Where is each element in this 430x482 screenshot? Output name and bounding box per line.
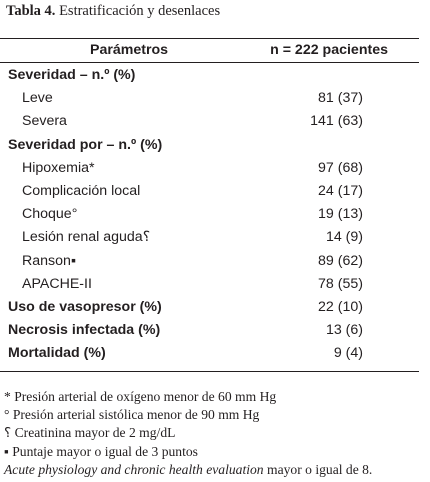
row-label: Severidad – n.º (%) [8, 67, 136, 83]
table-section-row [0, 342, 419, 365]
footnote-hypoxemia: * Presión arterial de oxígeno menor de 60 mm Hg [4, 389, 277, 404]
row-label: Choque° [22, 206, 78, 223]
table-row [0, 110, 419, 133]
row-label: Severidad por – n.º (%) [8, 136, 163, 153]
table-row [0, 87, 419, 110]
row-label: Ranson▪ [22, 252, 76, 269]
table-row [0, 157, 419, 180]
row-value: 13 (6) [325, 322, 363, 339]
bottom-rule [0, 371, 419, 372]
row-label: Hipoxemia* [22, 159, 95, 176]
footnote-apache [4, 461, 372, 479]
table-section-row [0, 296, 419, 319]
footnote-shock: ° Presión arterial sistólica menor de 90 mm Hg [4, 407, 260, 423]
footnote-apache-term: Acute physiology and chronic health evaluation [4, 461, 264, 477]
table-row [0, 203, 419, 226]
table-row [0, 226, 419, 249]
table-row [0, 273, 419, 296]
row-value: 14 (9) [325, 229, 363, 246]
row-label: Necrosis infectada (%) [8, 322, 161, 339]
footnote-renal: ⸮ Creatinina mayor de 2 mg/dL [4, 425, 176, 441]
table-title [6, 2, 220, 20]
table-row [0, 250, 419, 273]
row-value: 9 (4) [333, 345, 363, 362]
row-value: 19 (13) [318, 206, 363, 223]
row-value: 81 (37) [318, 90, 363, 107]
row-value: 78 (55) [318, 275, 363, 292]
header-parameters: Parámetros [90, 42, 169, 58]
row-label: Mortalidad (%) [8, 345, 106, 362]
row-value: 97 (68) [318, 159, 363, 176]
table-row [0, 180, 419, 203]
table-header [0, 39, 419, 62]
row-label: Complicación local [22, 183, 141, 199]
row-value: 89 (62) [318, 252, 363, 269]
footnote-ranson: ▪ Puntaje mayor o igual de 3 puntos [4, 443, 198, 459]
row-value: 141 (63) [310, 113, 363, 130]
row-label: Lesión renal aguda⸮ [22, 229, 151, 246]
row-label: Severa [22, 113, 67, 130]
header-rule [0, 62, 419, 63]
table-section-row [0, 134, 419, 157]
table-caption: Estratificación y desenlaces [55, 3, 221, 19]
table-number: Tabla 4. [6, 3, 56, 19]
table-section-row [0, 64, 419, 87]
footnote-apache-rest: mayor o igual de 8. [263, 461, 373, 477]
table-section-row [0, 319, 419, 342]
row-value: 22 (10) [318, 299, 363, 315]
footnotes [4, 388, 372, 479]
row-value: 24 (17) [318, 183, 363, 199]
header-sample-size: n = 222 pacientes [270, 42, 388, 58]
row-label: Uso de vasopresor (%) [8, 299, 162, 315]
row-label: APACHE-II [22, 275, 92, 292]
row-label: Leve [22, 90, 53, 107]
